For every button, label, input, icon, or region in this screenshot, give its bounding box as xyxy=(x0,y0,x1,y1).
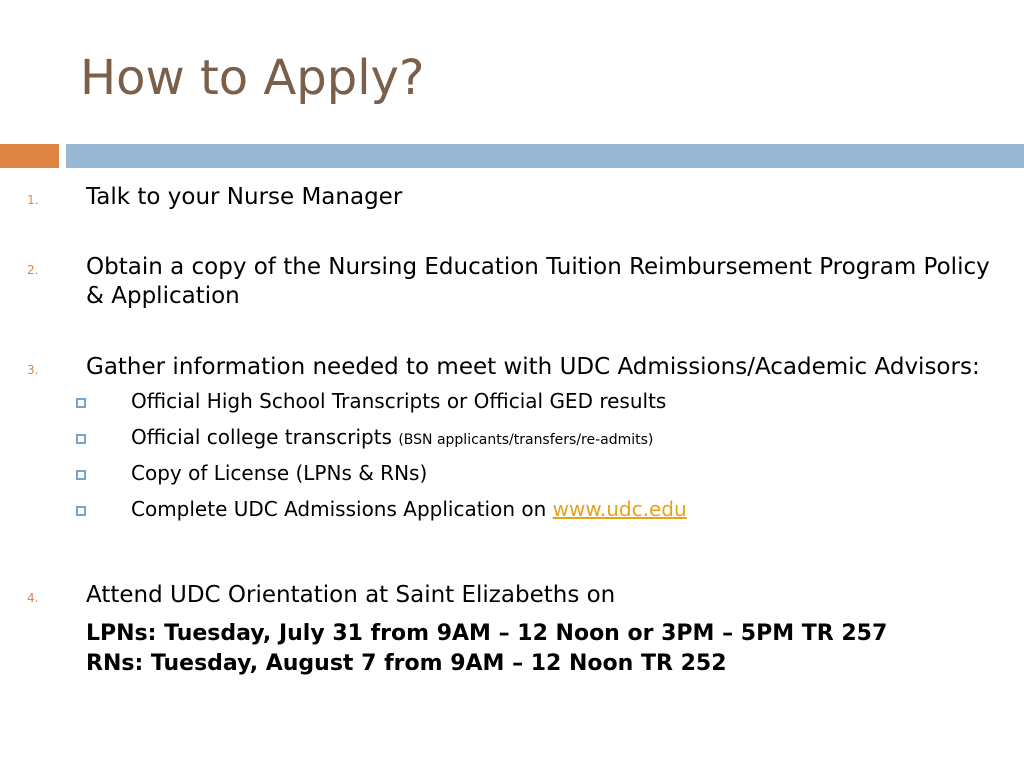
sub-item-transcripts-college xyxy=(0,424,1024,460)
udc-website-link[interactable]: www.udc.edu xyxy=(552,497,687,521)
step-number: 3. xyxy=(27,363,39,377)
accent-bar-orange xyxy=(0,144,59,168)
schedule-rn: RNs: Tuesday, August 7 from 9AM – 12 Noon TR 252 xyxy=(86,651,727,676)
list-item-step-4 xyxy=(0,578,1024,679)
square-bullet-icon xyxy=(76,398,86,408)
accent-bar-blue xyxy=(66,144,1024,168)
step-text: Obtain a copy of the Nursing Education Tuition Reimbursement Program Policy & Application xyxy=(86,254,990,309)
orientation-schedule xyxy=(86,619,1006,679)
step-number: 4. xyxy=(27,591,39,605)
square-bullet-icon xyxy=(76,434,86,444)
sub-item-text: Official High School Transcripts or Official GED results xyxy=(131,389,667,413)
sub-item-transcripts-hs xyxy=(0,388,1024,424)
sub-item-note: (BSN applicants/transfers/re-admits) xyxy=(398,432,654,448)
step-text: Talk to your Nurse Manager xyxy=(86,184,403,210)
list-item-step-3 xyxy=(0,350,1024,532)
slide-title: How to Apply? xyxy=(80,50,425,106)
sub-item-application xyxy=(0,496,1024,532)
list-item-step-2 xyxy=(0,250,1024,350)
step-number: 2. xyxy=(27,263,39,277)
steps-list xyxy=(0,180,1024,679)
square-bullet-icon xyxy=(76,470,86,480)
sub-item-text: Complete UDC Admissions Application on xyxy=(131,497,547,521)
step-text: Gather information needed to meet with UDC Admissions/Academic Advisors: xyxy=(86,354,980,380)
square-bullet-icon xyxy=(76,506,86,516)
schedule-lpn: LPNs: Tuesday, July 31 from 9AM – 12 Noon or 3PM – 5PM TR 257 xyxy=(86,621,888,646)
sub-item-license xyxy=(0,460,1024,496)
list-item-step-1 xyxy=(0,180,1024,250)
sub-item-text: Official college transcripts xyxy=(131,425,392,449)
step-text: Attend UDC Orientation at Saint Elizabeths on xyxy=(86,582,616,608)
sub-item-text: Copy of License (LPNs & RNs) xyxy=(131,461,428,485)
step-number: 1. xyxy=(27,193,39,207)
